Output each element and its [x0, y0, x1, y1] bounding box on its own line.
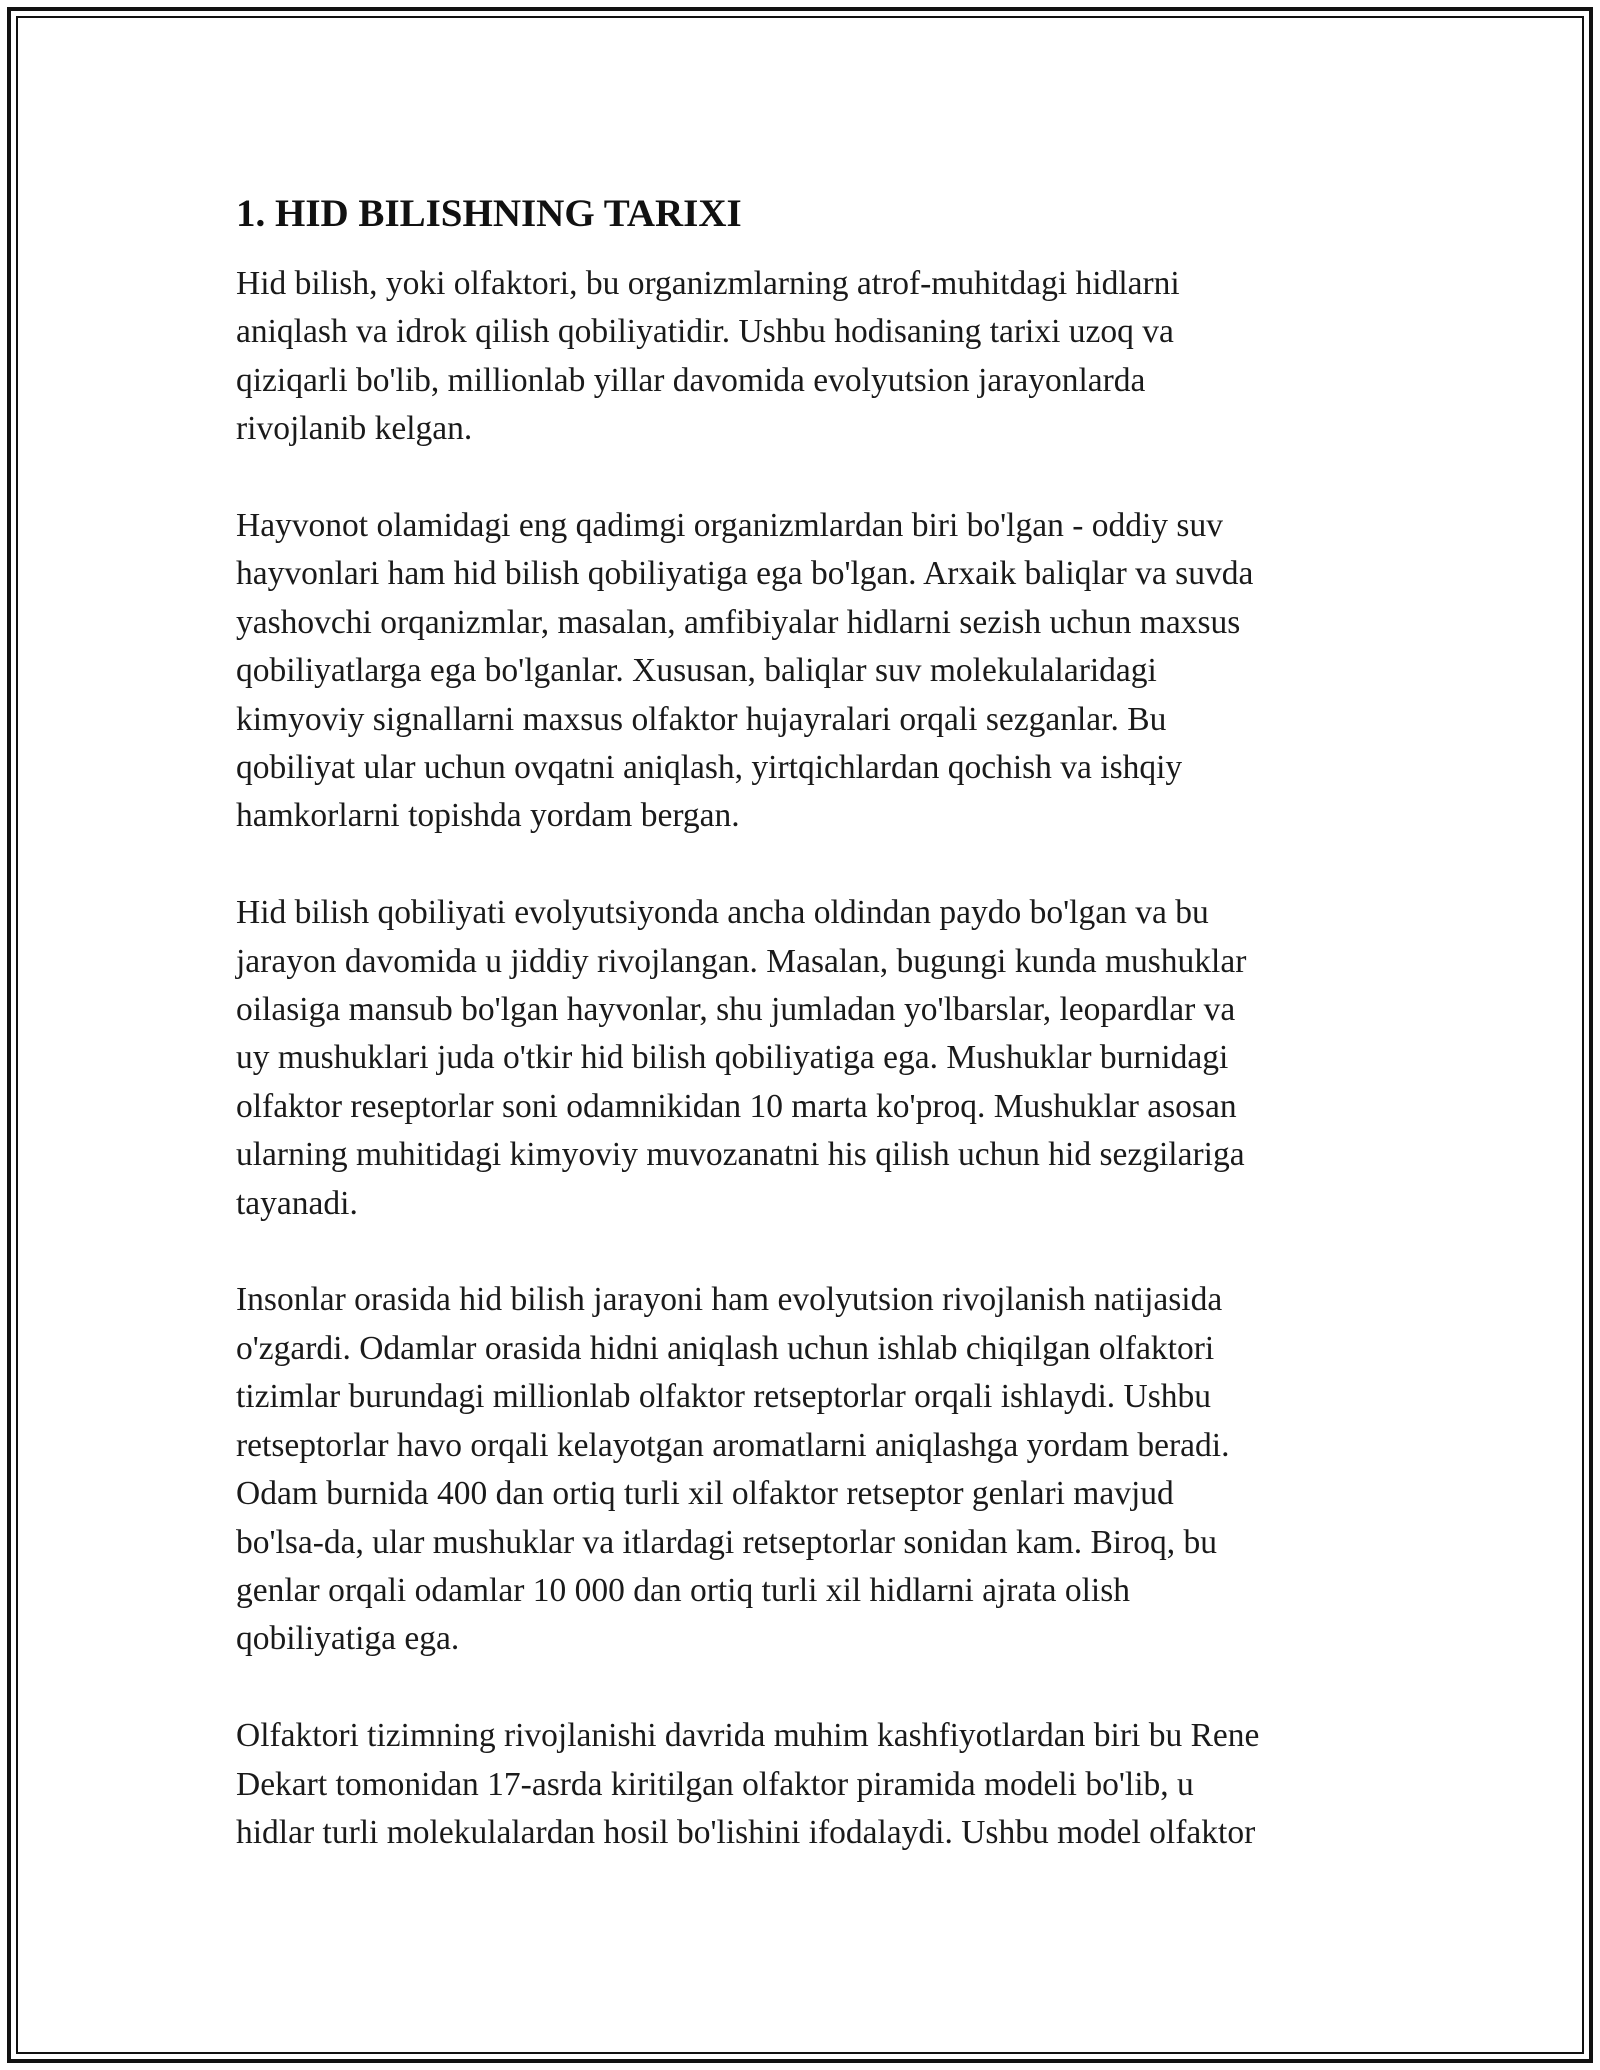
- text-line: Dekart tomonidan 17-asrda kiritilgan olfaktor piramida modeli bo'lib, u: [236, 1765, 1194, 1803]
- paragraph-3: [236, 889, 1366, 1228]
- paragraph-4: [236, 1276, 1366, 1663]
- text-line: qobiliyatiga ega.: [236, 1620, 460, 1658]
- text-line: qobiliyat ular uchun ovqatni aniqlash, yirtqichlardan qochish va ishqiy: [236, 749, 1183, 787]
- text-line: ularning muhitidagi kimyoviy muvozanatni his qilish uchun hid sezgilariga: [236, 1136, 1245, 1174]
- text-line: aniqlash va idrok qilish qobiliyatidir. Ushbu hodisaning tarixi uzoq va: [236, 313, 1174, 351]
- text-line: qiziqarli bo'lib, millionlab yillar davomida evolyutsion jarayonlarda: [236, 361, 1146, 399]
- text-line: Hayvonot olamidagi eng qadimgi organizmlardan biri bo'lgan - oddiy suv: [236, 507, 1223, 545]
- text-line: o'zgardi. Odamlar orasida hidni aniqlash uchun ishlab chiqilgan olfaktori: [236, 1329, 1215, 1367]
- text-line: oilasiga mansub bo'lgan hayvonlar, shu jumladan yo'lbarslar, leopardlar va: [236, 991, 1236, 1029]
- text-line: retseptorlar havo orqali kelayotgan aromatlarni aniqlashga yordam beradi.: [236, 1426, 1230, 1464]
- text-line: Olfaktori tizimning rivojlanishi davrida muhim kashfiyotlardan biri bu Rene: [236, 1717, 1260, 1755]
- text-line: Insonlar orasida hid bilish jarayoni ham evolyutsion rivojlanish natijasida: [236, 1281, 1223, 1319]
- text-line: hayvonlari ham hid bilish qobiliyatiga ega bo'lgan. Arxaik baliqlar va suvda: [236, 555, 1254, 593]
- text-line: Hid bilish, yoki olfaktori, bu organizmlarning atrof-muhitdagi hidlarni: [236, 265, 1180, 302]
- document-body: [236, 186, 1366, 1906]
- page-title: 1. HID BILISHNING TARIXI: [236, 192, 742, 235]
- text-line: olfaktor reseptorlar soni odamnikidan 10 marta ko'proq. Mushuklar asosan: [236, 1087, 1237, 1125]
- text-line: bo'lsa-da, ular mushuklar va itlardagi retseptorlar sonidan kam. Biroq, bu: [236, 1523, 1218, 1561]
- text-line: rivojlanib kelgan.: [236, 410, 473, 448]
- text-line: hidlar turli molekulalardan hosil bo'lishini ifodalaydi. Ushbu model olfaktor: [236, 1813, 1256, 1851]
- text-line: hamkorlarni topishda yordam bergan.: [236, 797, 740, 835]
- paragraph-2: [236, 502, 1366, 841]
- text-line: qobiliyatlarga ega bo'lganlar. Xususan, baliqlar suv molekulalaridagi: [236, 652, 1157, 690]
- text-line: kimyoviy signallarni maxsus olfaktor hujayralari orqali sezganlar. Bu: [236, 700, 1167, 738]
- text-line: tayanadi.: [236, 1184, 358, 1222]
- text-line: uy mushuklari juda o'tkir hid bilish qobiliyatiga ega. Mushuklar burnidagi: [236, 1039, 1229, 1077]
- paragraph-1: [236, 260, 1366, 454]
- text-line: yashovchi orqanizmlar, masalan, amfibiyalar hidlarni sezish uchun maxsus: [236, 603, 1241, 641]
- text-line: genlar orqali odamlar 10 000 dan ortiq turli xil hidlarni ajrata olish: [236, 1571, 1131, 1609]
- text-line: Odam burnida 400 dan ortiq turli xil olfaktor retseptor genlari mavjud: [236, 1475, 1174, 1513]
- text-line: jarayon davomida u jiddiy rivojlangan. Masalan, bugungi kunda mushuklar: [236, 942, 1247, 980]
- paragraph-5: [236, 1712, 1366, 1857]
- text-line: tizimlar burundagi millionlab olfaktor retseptorlar orqali ishlaydi. Ushbu: [236, 1378, 1212, 1416]
- text-line: Hid bilish qobiliyati evolyutsiyonda ancha oldindan paydo bo'lgan va bu: [236, 894, 1209, 932]
